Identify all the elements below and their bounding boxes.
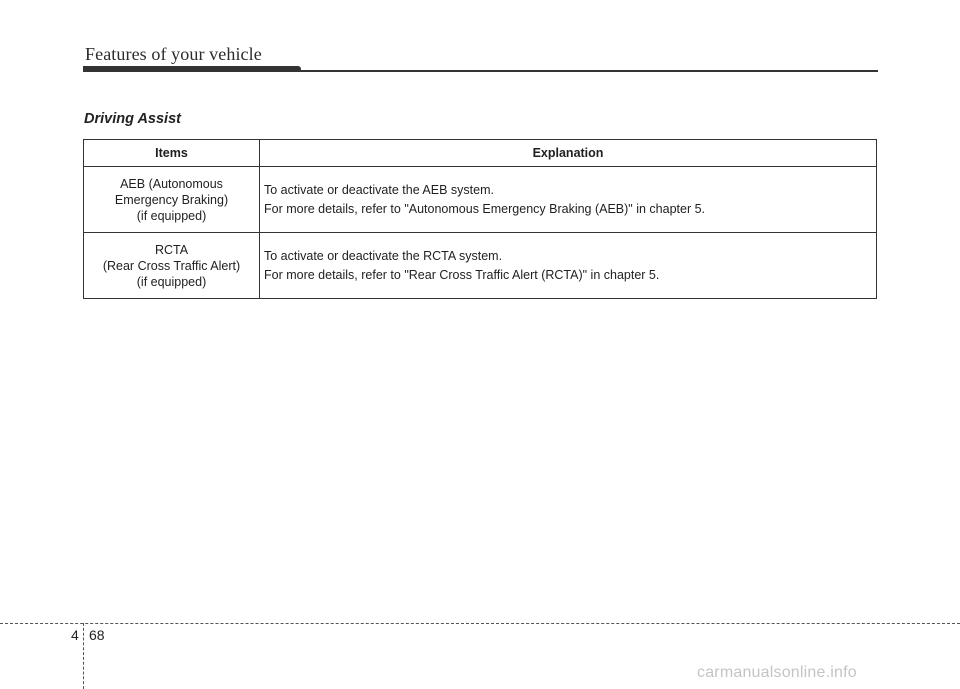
explanation-cell-rcta: [260, 233, 877, 299]
table-header-row: [84, 140, 877, 167]
item-line: Emergency Braking): [114, 192, 229, 207]
explanation-line: To activate or deactivate the AEB system.: [264, 183, 494, 197]
explanation-cell-aeb: [260, 167, 877, 233]
column-header-items: Items: [84, 140, 260, 167]
item-line: (Rear Cross Traffic Alert): [102, 258, 241, 273]
section-title: Driving Assist: [84, 111, 181, 127]
item-line: (if equipped): [136, 274, 207, 289]
chapter-number: 4: [71, 627, 79, 643]
explanation-line: To activate or deactivate the RCTA system.: [264, 249, 503, 263]
header-rule-thin: [83, 70, 878, 72]
item-line: (if equipped): [136, 208, 207, 223]
column-header-explanation: Explanation: [260, 140, 877, 167]
item-line: AEB (Autonomous: [120, 176, 223, 191]
driving-assist-table: [83, 139, 877, 299]
table-row: [84, 233, 877, 299]
explanation-line: For more details, refer to "Rear Cross Traffic Alert (RCTA)" in chapter 5.: [264, 268, 660, 282]
explanation-line: For more details, refer to "Autonomous Emergency Braking (AEB)" in chapter 5.: [264, 202, 706, 216]
footer-rule: [0, 623, 960, 624]
page-header-title: Features of your vehicle: [85, 44, 262, 64]
item-cell-rcta: [84, 233, 260, 299]
table-row: [84, 167, 877, 233]
watermark: carmanualsonline.info: [697, 664, 857, 681]
page-number: 68: [89, 627, 105, 643]
item-line: RCTA: [154, 242, 189, 257]
item-cell-aeb: [84, 167, 260, 233]
footer-divider: [83, 623, 84, 689]
